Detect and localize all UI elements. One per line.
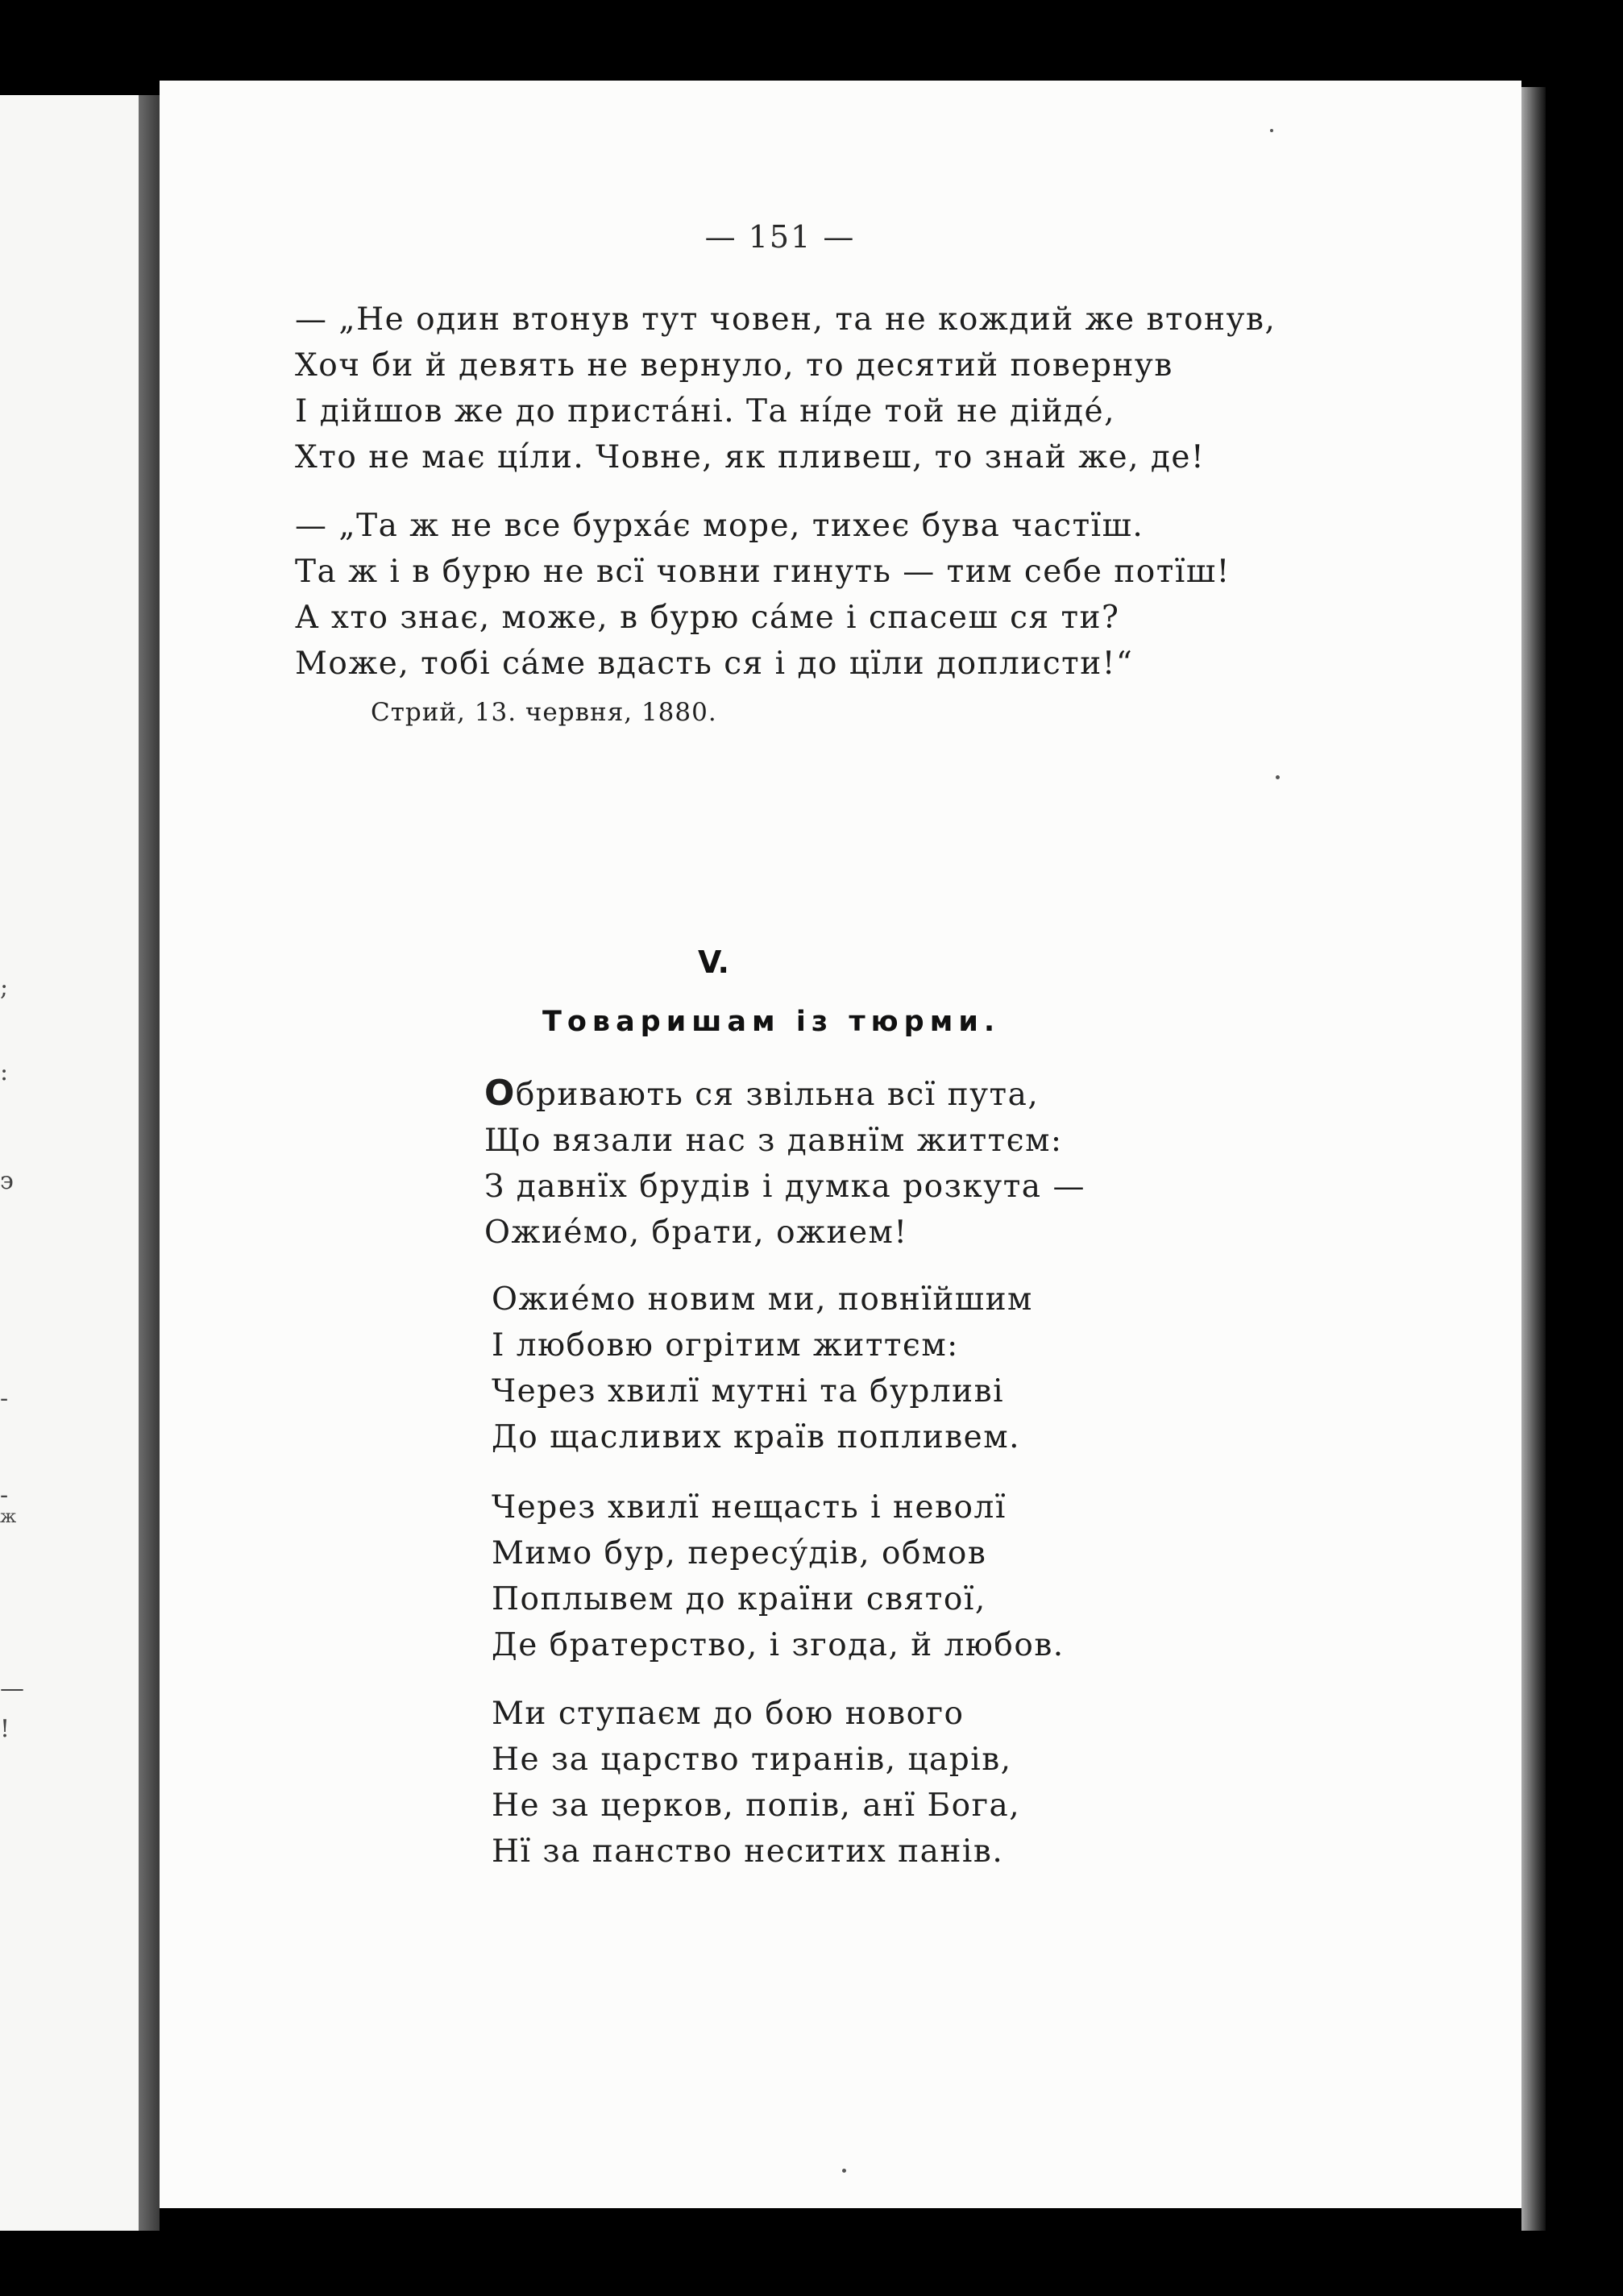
verse-line: З давнїх брудів і думка розкута —: [484, 1169, 1085, 1205]
verse-line: А хто знає, може, в бурю сáме і спасеш ся ти?: [295, 600, 1120, 636]
poem-stanza-2: [492, 1277, 1033, 1460]
stanza-top-1: [295, 297, 1276, 480]
section-numeral: V.: [698, 945, 729, 980]
left-fragment: ;: [0, 974, 9, 1002]
page-edge-shadow: [1521, 87, 1546, 2231]
scan-speck: [1270, 129, 1273, 132]
verse-line: І дійшов же до пристáні. Та нíде той не дійдé,: [295, 393, 1116, 430]
verse-line: Поплывем до країни святої,: [492, 1581, 986, 1617]
left-page-margin-fragments: [0, 95, 24, 2231]
initial-letter: О: [484, 1073, 516, 1114]
page-number: — 151 —: [704, 219, 856, 255]
book-gutter-shadow: [139, 95, 160, 2231]
verse-line: — „Не один втонув тут човен, та не кождий же втонув,: [295, 301, 1276, 338]
left-fragment: :: [0, 1058, 9, 1086]
verse-line-rest: бривають ся звільна всї пута,: [515, 1077, 1040, 1113]
verse-line: Через хвилї мутні та бурливі: [492, 1373, 1005, 1410]
verse-line: Хто не має цíли. Човне, як пливеш, то знай же, де!: [295, 439, 1206, 475]
verse-line: Ожиéмо, брати, ожием!: [484, 1214, 908, 1251]
verse-line: Що вязали нас з давнїм життєм:: [484, 1123, 1063, 1159]
dateline: Стрий, 13. червня, 1880.: [371, 698, 717, 727]
verse-line: Ми ступаєм до бою нового: [492, 1696, 965, 1732]
left-fragment: -: [0, 1385, 9, 1413]
scan-speck: [842, 2169, 846, 2173]
left-facing-page: [0, 95, 139, 2231]
left-fragment: !: [0, 1715, 10, 1743]
verse-line: Нї за панство неситих панів.: [492, 1833, 1004, 1870]
verse-line: Може, тобі сáме вдасть ся і до цїли доплисти!“: [295, 646, 1134, 682]
left-fragment: э: [0, 1167, 14, 1195]
verse-line: До щасливих країв попливем.: [492, 1419, 1020, 1455]
poem-stanza-1: [484, 1070, 1085, 1256]
verse-line: Та ж і в бурю не всї човни гинуть — тим себе потїш!: [295, 554, 1231, 590]
verse-line: І любовю огрітим життєм:: [492, 1327, 959, 1364]
verse-line: Де братерство, і згода, й любов.: [492, 1627, 1065, 1663]
verse-line: Мимо бур, пересýдів, обмов: [492, 1535, 987, 1571]
book-page: [160, 81, 1521, 2208]
scan-speck: [1276, 775, 1280, 779]
verse-line-first: [484, 1070, 1085, 1118]
verse-line: Хоч би й девять не вернуло, то десятий повернув: [295, 347, 1173, 384]
left-fragment: —: [0, 1675, 24, 1703]
left-fragment: -: [0, 1481, 9, 1509]
verse-line: Не за церков, попів, анї Бога,: [492, 1787, 1021, 1824]
stanza-top-2: [295, 503, 1231, 687]
verse-line: — „Та ж не все бурхáє море, тихеє бува частїш.: [295, 508, 1144, 544]
poem-title: Товаришам із тюрми.: [542, 1006, 1001, 1038]
verse-line: Не за царство тиранів, царів,: [492, 1742, 1012, 1778]
poem-stanza-3: [492, 1484, 1065, 1668]
verse-line: Через хвилї нещасть і неволї: [492, 1489, 1007, 1526]
verse-line: Ожиéмо новим ми, повнїйшим: [492, 1281, 1033, 1318]
poem-stanza-4: [492, 1691, 1020, 1875]
left-fragment: ж: [0, 1507, 17, 1527]
